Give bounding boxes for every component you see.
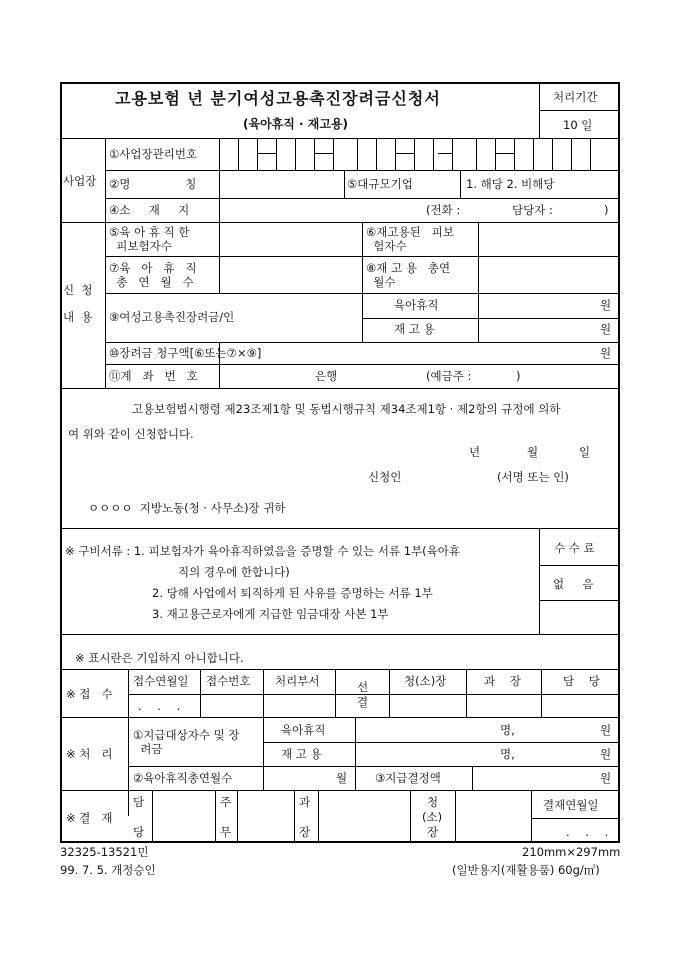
processing-period-label: 처리기간 (553, 90, 598, 104)
address-input[interactable] (220, 199, 420, 222)
form-subtitle: (육아휴직 · 재고용) (243, 117, 349, 131)
p-won-1: 원 (600, 723, 612, 737)
large-enterprise-label: ⑤대규모기업 (347, 177, 413, 191)
f9-unit-2: 원 (600, 322, 612, 336)
dept-label: 처리부서 (275, 674, 320, 688)
f6-label-2: 험자수 (366, 239, 407, 253)
receipt-label: ※ 접 수 (66, 687, 113, 701)
f9-label: ⑨여성고용촉진장려금/인 (109, 310, 235, 324)
approval-head-3: 장 (427, 825, 439, 839)
business-name-input[interactable] (220, 171, 344, 198)
approval-chief-1: 과 (299, 795, 311, 809)
depositor-close: ) (516, 369, 521, 383)
fee-value: 없 음 (553, 577, 594, 591)
approval-label: ※ 결 재 (66, 811, 113, 825)
f10-label: ⑩장려금 청구액[⑥또는⑦×⑨] (109, 346, 262, 360)
p-persons-1: 명, (500, 723, 515, 737)
process-label: ※ 처 리 (66, 747, 113, 761)
p-persons-2: 명, (500, 747, 515, 761)
signature-label: (서명 또는 인) (497, 470, 569, 484)
applicant-label: 신청인 (368, 470, 402, 484)
f9-row-reemploy: 재 고 용 (394, 322, 435, 336)
docs-line-3: 3. 재고용근로자에게 지급한 임금대장 사본 1부 (152, 607, 389, 621)
p-won-2: 원 (600, 747, 612, 761)
p2-unit: 월 (336, 771, 348, 785)
address-label: ④소 재 지 (109, 203, 190, 217)
date-month: 월 (527, 445, 539, 459)
application-section-label-2: 내 용 (63, 310, 93, 324)
p3-label: ③지급결정액 (375, 771, 441, 785)
processing-period-value: 10 일 (563, 118, 593, 132)
approval-staff-2: 당 (133, 825, 145, 839)
receipt-date-dots: . . . (138, 699, 187, 713)
docs-line-1: ※ 구비서류 : 1. 피보험자가 육아휴직하였음을 증명할 수 있는 서류 1부(육아휴 (65, 544, 460, 558)
f5-label-2: 피보험자수 (109, 239, 172, 253)
paper-size: 210mm×297mm (522, 845, 621, 859)
declaration-line-2: 여 위와 같이 신청합니다. (68, 427, 194, 441)
docs-line-1b: 직의 경우에 한합니다) (178, 565, 290, 579)
p3-unit: 원 (600, 771, 612, 785)
f9-unit-1: 원 (600, 298, 612, 312)
f7-label-1: ⑦육 아 휴 직 (109, 261, 197, 275)
approval-staff-1: 담 (133, 795, 145, 809)
approval-head-2: (소) (422, 810, 443, 824)
form-title: 고용보험 년 분기여성고용촉진장려금신청서 (115, 89, 441, 108)
docs-line-2: 2. 당해 사업에서 퇴직하게 된 사유를 증명하는 서류 1부 (152, 586, 433, 600)
application-section-label-1: 신 청 (63, 283, 93, 297)
bank-label: 은행 (315, 369, 338, 383)
reg-no-label: ①사업장관리번호 (109, 147, 198, 161)
f11-label: ⑪계 좌 번 호 (109, 369, 198, 383)
employer-section-label: 사업장 (63, 174, 97, 188)
f8-label-1: ⑧재 고 용 총연 (366, 261, 451, 275)
approval-date-label: 결재연월일 (543, 798, 599, 812)
approval-main-1: 주 (220, 795, 232, 809)
date-year: 년 (469, 445, 481, 459)
approval-date: 99. 7. 5. 개정승인 (60, 863, 156, 877)
receipt-date-label: 접수연월일 (133, 674, 189, 688)
phone-label: (전화 : (426, 203, 461, 217)
staff-label: 담 당 (563, 674, 600, 688)
f7-label-2: 총 연 월 수 (109, 275, 194, 289)
f10-unit: 원 (600, 346, 612, 360)
section-chief-label: 과 장 (484, 674, 521, 688)
large-enterprise-options[interactable]: 1. 해당 2. 비해당 (466, 177, 555, 191)
depositor-label: (예금주 : (426, 369, 472, 383)
approval-chief-2: 장 (299, 825, 311, 839)
receipt-no-label: 접수번호 (206, 674, 251, 688)
p1-label-1: ①지급대상자수 및 장 (133, 728, 240, 742)
p-row-childcare: 육아휴직 (281, 723, 326, 737)
f8-label-2: 월수 (366, 275, 396, 289)
business-name-label: ②명 칭 (109, 177, 197, 191)
f6-label-1: ⑥재고용된 피보 (366, 225, 454, 239)
reg-no-input[interactable] (220, 139, 618, 170)
form-number: 32325-13521민 (60, 845, 149, 859)
office-note: ※ 표시란은 기입하지 아니합니다. (75, 651, 244, 665)
approval-head-1: 청 (427, 795, 439, 809)
approval-main-2: 무 (220, 825, 232, 839)
approval-date-dots: . . . (566, 825, 615, 839)
p1-label-2: 려금 (133, 742, 163, 756)
paper-type: (일반용지(재활용품) 60g/㎡) (452, 863, 600, 877)
declaration-line-1: 고용보험법시행령 제23조제1항 및 동법시행규칙 제34조제1항 · 제2항의 규정에 의하 (132, 402, 561, 416)
chief-label: 청(소)장 (404, 674, 447, 688)
fee-label: 수 수 료 (554, 541, 595, 555)
p-row-reemploy: 재 고 용 (281, 747, 322, 761)
date-day: 일 (579, 445, 591, 459)
addressee: ㅇㅇㅇㅇ 지방노동(청 · 사무소)장 귀하 (88, 501, 286, 515)
f5-label-1: ⑤육 아 휴 직 한 (109, 225, 190, 239)
p2-label: ②육아휴직총연월수 (133, 771, 233, 785)
decision-label: 선 결 (357, 680, 369, 709)
manager-label: 담당자 : (512, 203, 553, 217)
manager-close-paren: ) (604, 203, 609, 217)
f9-row-childcare: 육아휴직 (394, 298, 439, 312)
